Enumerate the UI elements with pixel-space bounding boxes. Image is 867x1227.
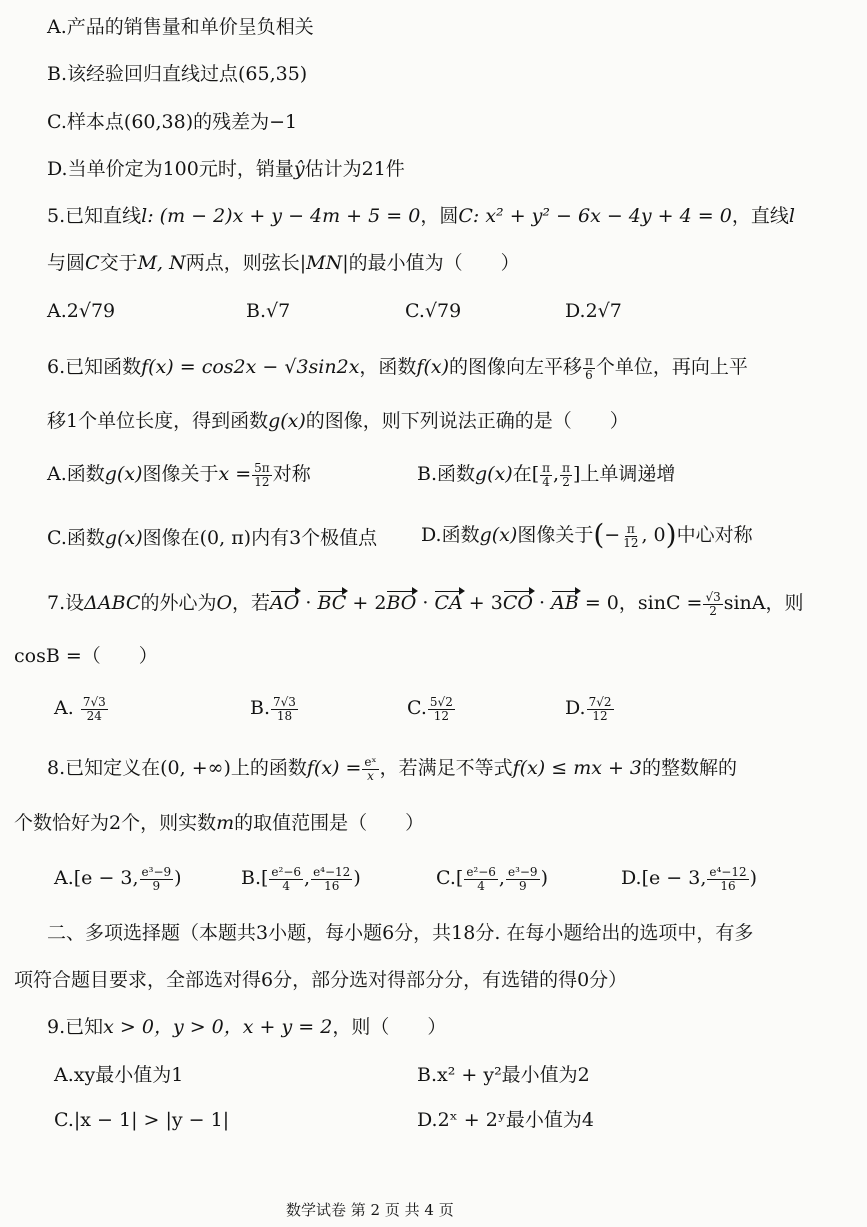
line-symbol: l: [788, 205, 795, 227]
q5-stem-line1: [47, 205, 795, 228]
q5-text: 的最小值为（ ）: [348, 252, 520, 274]
function-symbol: g(x): [268, 410, 306, 432]
q9-stem: 9.已知x > 0，y > 0，x + y = 2，则（ ）: [47, 1016, 447, 1038]
q8-option-d: D.[e − 3, $\frac{\text{e⁴−12}}{16}$ ): [621, 865, 758, 893]
q9-option-a: A.xy最小值为1: [54, 1064, 184, 1086]
q9-option-c: C.|x − 1| > |y − 1|: [54, 1109, 230, 1131]
q7-option-c: C. $\frac{5√2}{12}$: [407, 695, 453, 723]
q5-option-d: D.2√7: [565, 300, 622, 322]
q6-text: 6.已知函数: [47, 356, 142, 379]
q5-text: 交于: [99, 252, 138, 274]
circle-equation: C: x² + y² − 6x − 4y + 4 = 0: [458, 205, 732, 227]
q6-stem-line1: [47, 355, 748, 381]
section2-heading-cont: 项符合题目要求，全部选对得6分，部分选对得部分分，有选错的得0分）: [14, 969, 628, 991]
vector-co: CO: [502, 592, 533, 614]
page-footer: 数学试卷 第 2 页 共 4 页: [286, 1201, 454, 1219]
section2-heading: 二、多项选择题（本题共3小题，每小题6分，共18分. 在每小题给出的选项中，有多: [47, 922, 754, 944]
vector-bo: BO: [386, 592, 417, 614]
q5-option-b: B.√7: [246, 300, 291, 322]
q9-option-d: D.2ˣ + 2ʸ最小值为4: [417, 1109, 594, 1131]
chord-length: |MN|: [299, 252, 349, 274]
points-symbol: M, N: [137, 252, 186, 274]
q6-option-a: A.函数g(x)图像关于x = $\frac{5\pi}{12}$ 对称: [47, 461, 311, 489]
q5-option-a: A.2√79: [47, 300, 116, 322]
q5-text: ，直线: [731, 205, 789, 227]
q8-option-c: C.[ $\frac{\text{e²−6}}{4}$ , $\frac{\text{e³−9}}{9}$ ): [436, 865, 548, 893]
function-def: f(x) = cos2x − √3sin2x: [141, 356, 360, 379]
q5-text: 与圆: [47, 252, 86, 274]
shift-fraction: $\frac{\pi}{6}$: [585, 354, 593, 382]
q7-option-a: A. $\frac{7√3}{24}$: [54, 695, 106, 723]
q5-text: 两点，则弦长: [185, 252, 300, 274]
q4-d-text: D.当单价定为100元时，销量: [47, 158, 294, 180]
q6-text: ，函数: [359, 356, 417, 379]
function-symbol: f(x): [416, 356, 450, 379]
q4-option-c: C.样本点(60,38)的残差为−1: [47, 111, 298, 133]
q6-stem-line2: [47, 410, 629, 433]
q7-stem-line2: cosB =（ ）: [14, 645, 158, 667]
q4-d-post: 估计为21件: [304, 158, 405, 180]
q7-option-b: B. $\frac{7√3}{18}$: [250, 695, 296, 723]
vector-ab: AB: [551, 592, 579, 614]
q6-text: 的图像向左平移: [449, 356, 583, 379]
q8-stem-line2: 个数恰好为2个，则实数m的取值范围是（ ）: [14, 812, 425, 834]
q5-stem-line2: [47, 252, 520, 275]
q8-option-a: A.[e − 3, $\frac{\text{e³−9}}{9}$ ): [54, 865, 182, 893]
circle-symbol: C: [85, 252, 100, 274]
vector-bc: BC: [317, 592, 347, 614]
vector-ca: CA: [434, 592, 463, 614]
q7-stem-line1: 7.设ΔABC的外心为O，若AO · BC + 2BO · CA + 3CO · AB = 0，sinC = $\frac{√3}{2}$ sinA，则: [47, 589, 804, 618]
q5-text: ，圆: [420, 205, 459, 227]
q5-option-c: C.√79: [405, 300, 462, 322]
line-equation: l: (m − 2)x + y − 4m + 5 = 0: [141, 205, 421, 227]
q7-option-d: D. $\frac{7√2}{12}$: [565, 695, 612, 723]
q6-option-b: B.函数g(x)在[ $\frac{\pi}{4}$ , $\frac{\pi}{2}$ ]上单调递增: [417, 461, 676, 489]
vector-ao: AO: [270, 592, 300, 614]
q6-option-c: C.函数g(x)图像在(0, π)内有3个极值点: [47, 527, 378, 549]
q9-option-b: B.x² + y²最小值为2: [417, 1064, 590, 1086]
q5-text: 5.已知直线: [47, 205, 142, 227]
q4-option-b: B.该经验回归直线过点(65,35): [47, 63, 308, 85]
q4-option-d: [47, 158, 405, 181]
q8-option-b: B.[ $\frac{\text{e²−6}}{4}$ , $\frac{\text{e⁴−12}}{16}$ ): [241, 865, 361, 893]
q6-text: 的图像，则下列说法正确的是（ ）: [305, 410, 629, 432]
q6-option-d: D.函数g(x)图像关于(− $\frac{\pi}{12}$ , 0)中心对称: [421, 518, 753, 552]
q4-option-a: A.产品的销售量和单价呈负相关: [47, 16, 314, 38]
y-hat: ŷ: [293, 158, 305, 180]
q8-stem-line1: 8.已知定义在(0, +∞)上的函数f(x) = $\frac{\text{eˣ}}{x}$ ，若满足不等式f(x) ≤ mx + 3的整数解的: [47, 755, 738, 783]
q6-text: 个单位，再向上平: [595, 356, 748, 379]
q6-text: 移1个单位长度，得到函数: [47, 410, 269, 432]
